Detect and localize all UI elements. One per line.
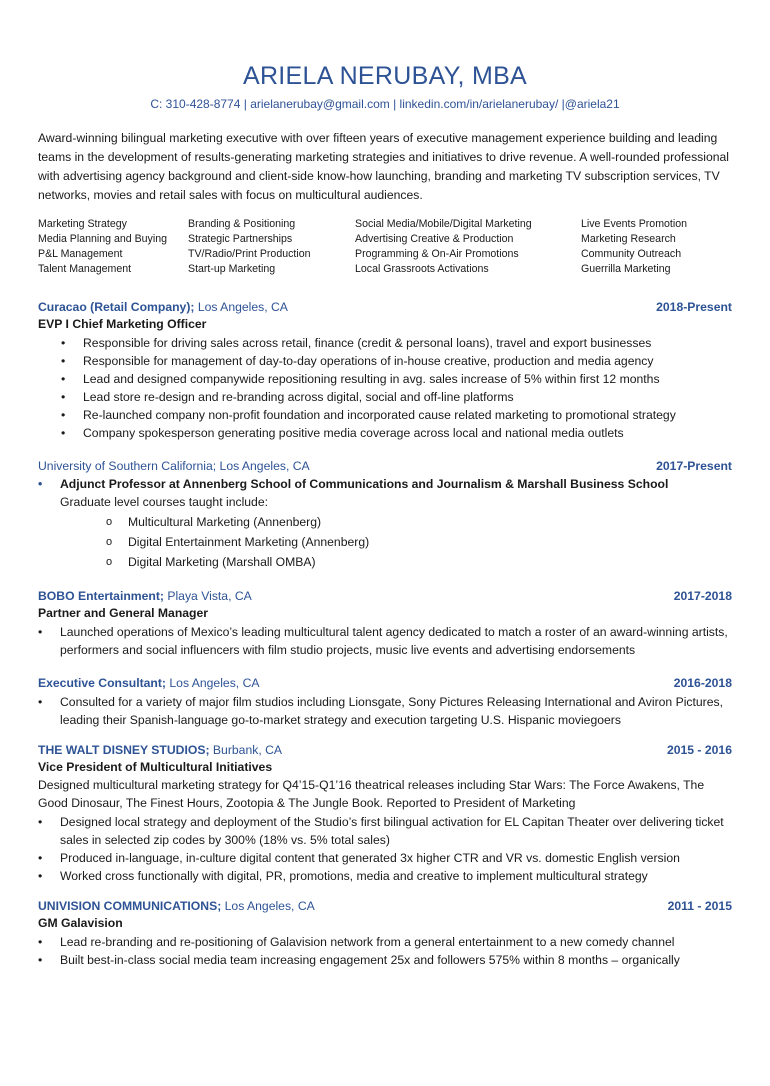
bullet-list [38,476,732,493]
list-item: • Launched operations of Mexico’s leading multicultural talent agency dedicated to match a roster of an award-winning artists, performers and social influencers with film studio projects, music live events and advertising endorsements [38,623,732,659]
skill-item: Live Events Promotion [581,218,687,230]
job-title: Vice President of Multicultural Initiatives [38,760,273,774]
org-line [38,898,732,915]
org-heading [38,675,260,692]
list-item: • Consulted for a variety of major film studios including Lionsgate, Sony Pictures Releasing International and Aviron Pictures, leading their Spanish-language go-to-market strategy and execution targeting U.S. Hispanic moviegoers [38,693,732,729]
org-location: Playa Vista, CA [163,589,252,603]
bullet-list [38,813,732,885]
org-heading [38,299,288,316]
resume-page [0,62,770,1086]
skill-item: Media Planning and Buying [38,233,167,245]
org-line [38,299,732,316]
courses-intro: Graduate level courses taught include: [60,495,268,509]
org-location: Los Angeles, CA [194,300,288,314]
org-name: UNIVISION COMMUNICATIONS; [38,899,222,913]
job-dates: 2017-2018 [673,589,732,603]
contact-line: C: 310-428-8774 | arielanerubay@gmail.com | linkedin.com/in/arielanerubay/ |@ariela21 [150,97,620,111]
skills-column-1 [38,217,188,277]
skill-item: Advertising Creative & Production [355,233,514,245]
bullet-list [38,933,732,969]
job-dates: 2018-Present [656,300,732,314]
org-heading [38,742,282,759]
org-line [38,458,732,475]
experience-disney [38,742,732,885]
experience-consultant [38,675,732,729]
skill-item: Local Grassroots Activations [355,263,489,275]
list-item: o Digital Marketing (Marshall OMBA) [38,552,732,572]
skill-item: Marketing Strategy [38,218,127,230]
org-name: THE WALT DISNEY STUDIOS; [38,743,210,757]
job-dates: 2011 - 2015 [667,899,732,913]
experience-bobo [38,588,732,659]
skill-item: Start-up Marketing [188,263,276,275]
list-item: • Responsible for management of day-to-day operations of in-house creative, production and media agency [38,352,732,370]
job-description: Designed multicultural marketing strategy for Q4’15-Q1’16 theatrical releases including Star Wars: The Force Awakens, The Good Dinosaur, The Finest Hours, Zootopia & The Jungle Book. Reported to President of Marketing [38,778,705,810]
experience-univision [38,898,732,969]
skill-item: Social Media/Mobile/Digital Marketing [355,218,532,230]
skill-item: Guerrilla Marketing [581,263,671,275]
list-item: • Worked cross functionally with digital, PR, promotions, media and creative to implement multicultural strategy [38,867,732,885]
experience-usc [38,458,732,572]
skill-item: Marketing Research [581,233,676,245]
list-item: • Responsible for driving sales across retail, finance (credit & personal loans), travel and export businesses [38,334,732,352]
org-name: Curacao (Retail Company); [38,300,195,314]
org-line [38,675,732,692]
bullet-list [38,623,732,659]
skills-column-4 [581,217,721,277]
course-list [38,512,732,572]
org-name: Executive Consultant; [38,676,166,690]
experience-curacao [38,299,732,442]
bullet-list [38,693,732,729]
org-heading [38,588,252,605]
list-item: • Lead re-branding and re-positioning of Galavision network from a general entertainment to a new comedy channel [38,933,732,951]
list-item: • Built best-in-class social media team increasing engagement 25x and followers 575% within 8 months – organically [38,951,732,969]
org-location: Burbank, CA [209,743,283,757]
org-name: University of Southern California; [38,459,217,473]
list-item: • Lead and designed companywide repositioning resulting in avg. sales increase of 5% within first 12 months [38,370,732,388]
professional-summary: Award-winning bilingual marketing executive with over fifteen years of executive management experience building and leading teams in the development of results-generating marketing strategies and initiatives to drive revenue. A well-rounded professional with advertising agency background and client-side know-how launching, branding and marketing TV subscription services, TV networks, movies and retail sales with focus on multicultural audiences. [38,131,730,202]
list-item: o Digital Entertainment Marketing (Annenberg) [38,532,732,552]
list-item: • Company spokesperson generating positive media coverage across local and national media outlets [38,424,732,442]
skill-item: Community Outreach [581,248,682,260]
list-item: • Designed local strategy and deployment of the Studio’s first bilingual activation for EL Capitan Theater over delivering ticket sales in selected zip codes by 300% (18% vs. 5% total sales) [38,813,732,849]
job-title: Partner and General Manager [38,606,209,620]
list-item: • Produced in-language, in-culture digital content that generated 3x higher CTR and VR vs. domestic English version [38,849,732,867]
org-heading [38,898,315,915]
org-location: Los Angeles, CA [221,899,315,913]
org-line [38,588,732,605]
org-heading [38,458,310,475]
skills-grid [38,217,732,277]
org-line [38,742,732,759]
bullet-list [38,334,732,442]
org-location: Los Angeles, CA [216,459,310,473]
skill-item: Strategic Partnerships [188,233,293,245]
job-title: EVP I Chief Marketing Officer [38,317,207,331]
skill-item: TV/Radio/Print Production [188,248,311,260]
skill-item: Talent Management [38,263,132,275]
list-item: • Lead store re-design and re-branding across digital, social and off-line platforms [38,388,732,406]
list-item: • Re-launched company non-profit foundation and incorporated cause related marketing to promotional strategy [38,406,732,424]
skills-column-3 [355,217,581,277]
skills-column-2 [188,217,355,277]
list-item: o Multicultural Marketing (Annenberg) [38,512,732,532]
skill-item: Branding & Positioning [188,218,296,230]
org-name: BOBO Entertainment; [38,589,164,603]
job-dates: 2015 - 2016 [666,743,732,757]
candidate-name: ARIELA NERUBAY, MBA [242,62,528,90]
org-location: Los Angeles, CA [166,676,260,690]
job-dates: 2017-Present [656,459,732,473]
job-title: GM Galavision [38,916,123,930]
job-dates: 2016-2018 [673,676,732,690]
skill-item: Programming & On-Air Promotions [355,248,519,260]
job-title: • Adjunct Professor at Annenberg School of Communications and Journalism & Marshall Business School [38,476,732,493]
skill-item: P&L Management [38,248,123,260]
